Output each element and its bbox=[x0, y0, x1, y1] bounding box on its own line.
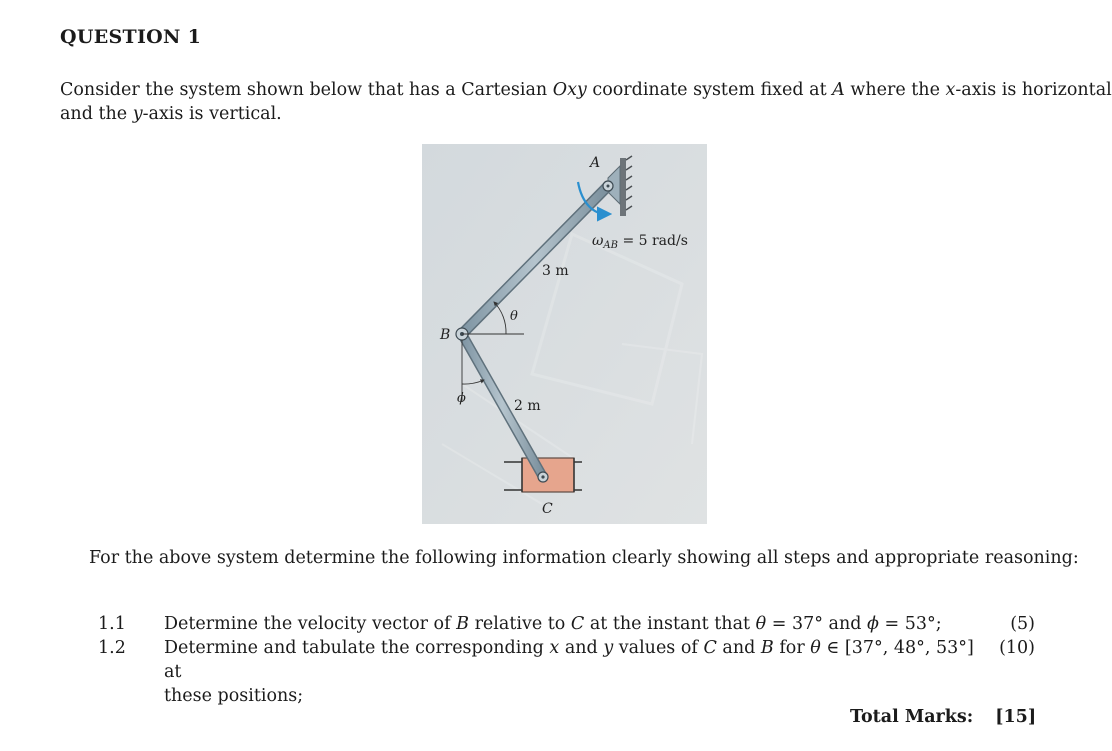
label-a: A bbox=[590, 155, 601, 171]
label-phi: ϕ bbox=[457, 391, 466, 406]
intro-line-2 bbox=[60, 102, 1060, 126]
intro-text: Consider the system shown below that has a Cartesian bbox=[60, 80, 553, 100]
total-marks-label: Total Marks: bbox=[850, 707, 974, 727]
mechanism-diagram bbox=[422, 144, 707, 524]
intro-text: where the bbox=[844, 80, 946, 100]
intro-x-variable: x bbox=[945, 80, 956, 100]
intro-point-a: A bbox=[832, 80, 845, 100]
intro-y-variable: y bbox=[132, 104, 143, 124]
intro-text: coordinate system fixed at bbox=[586, 80, 833, 100]
question-number: 1.2 bbox=[98, 638, 126, 658]
question-marks: (5) bbox=[1010, 614, 1035, 634]
question-heading: QUESTION 1 bbox=[60, 26, 202, 48]
task-instruction: For the above system determine the following information clearly showing all steps and appropriate reasoning: bbox=[89, 548, 1079, 568]
question-marks: (10) bbox=[999, 638, 1035, 658]
label-theta: θ bbox=[510, 309, 518, 324]
mechanism-figure bbox=[422, 144, 707, 524]
label-b: B bbox=[440, 327, 451, 343]
question-text: Determine the velocity vector of B relative to C at the instant that θ = 37° and ϕ = 53°; bbox=[164, 614, 942, 634]
label-omega: $\omega_{AB} = 5$ rad/s bbox=[592, 233, 688, 251]
label-bc-length: 2 m bbox=[514, 398, 541, 414]
intro-text: and the bbox=[60, 104, 133, 124]
intro-coordinate-system: Oxy bbox=[552, 80, 587, 100]
intro-text: -axis is horizontal bbox=[955, 80, 1112, 100]
label-ab-length: 3 m bbox=[542, 263, 569, 279]
intro-paragraph bbox=[60, 78, 1112, 126]
intro-line-1 bbox=[60, 78, 1112, 102]
question-number: 1.1 bbox=[98, 614, 126, 634]
question-text: Determine and tabulate the corresponding x and y values of C and B for θ ∈ [37°, 48°, 53°] at these positions; bbox=[164, 638, 974, 706]
total-marks bbox=[850, 707, 1036, 727]
label-c: C bbox=[542, 501, 553, 517]
intro-text: -axis is vertical. bbox=[142, 104, 282, 124]
total-marks-value: [15] bbox=[995, 707, 1037, 727]
